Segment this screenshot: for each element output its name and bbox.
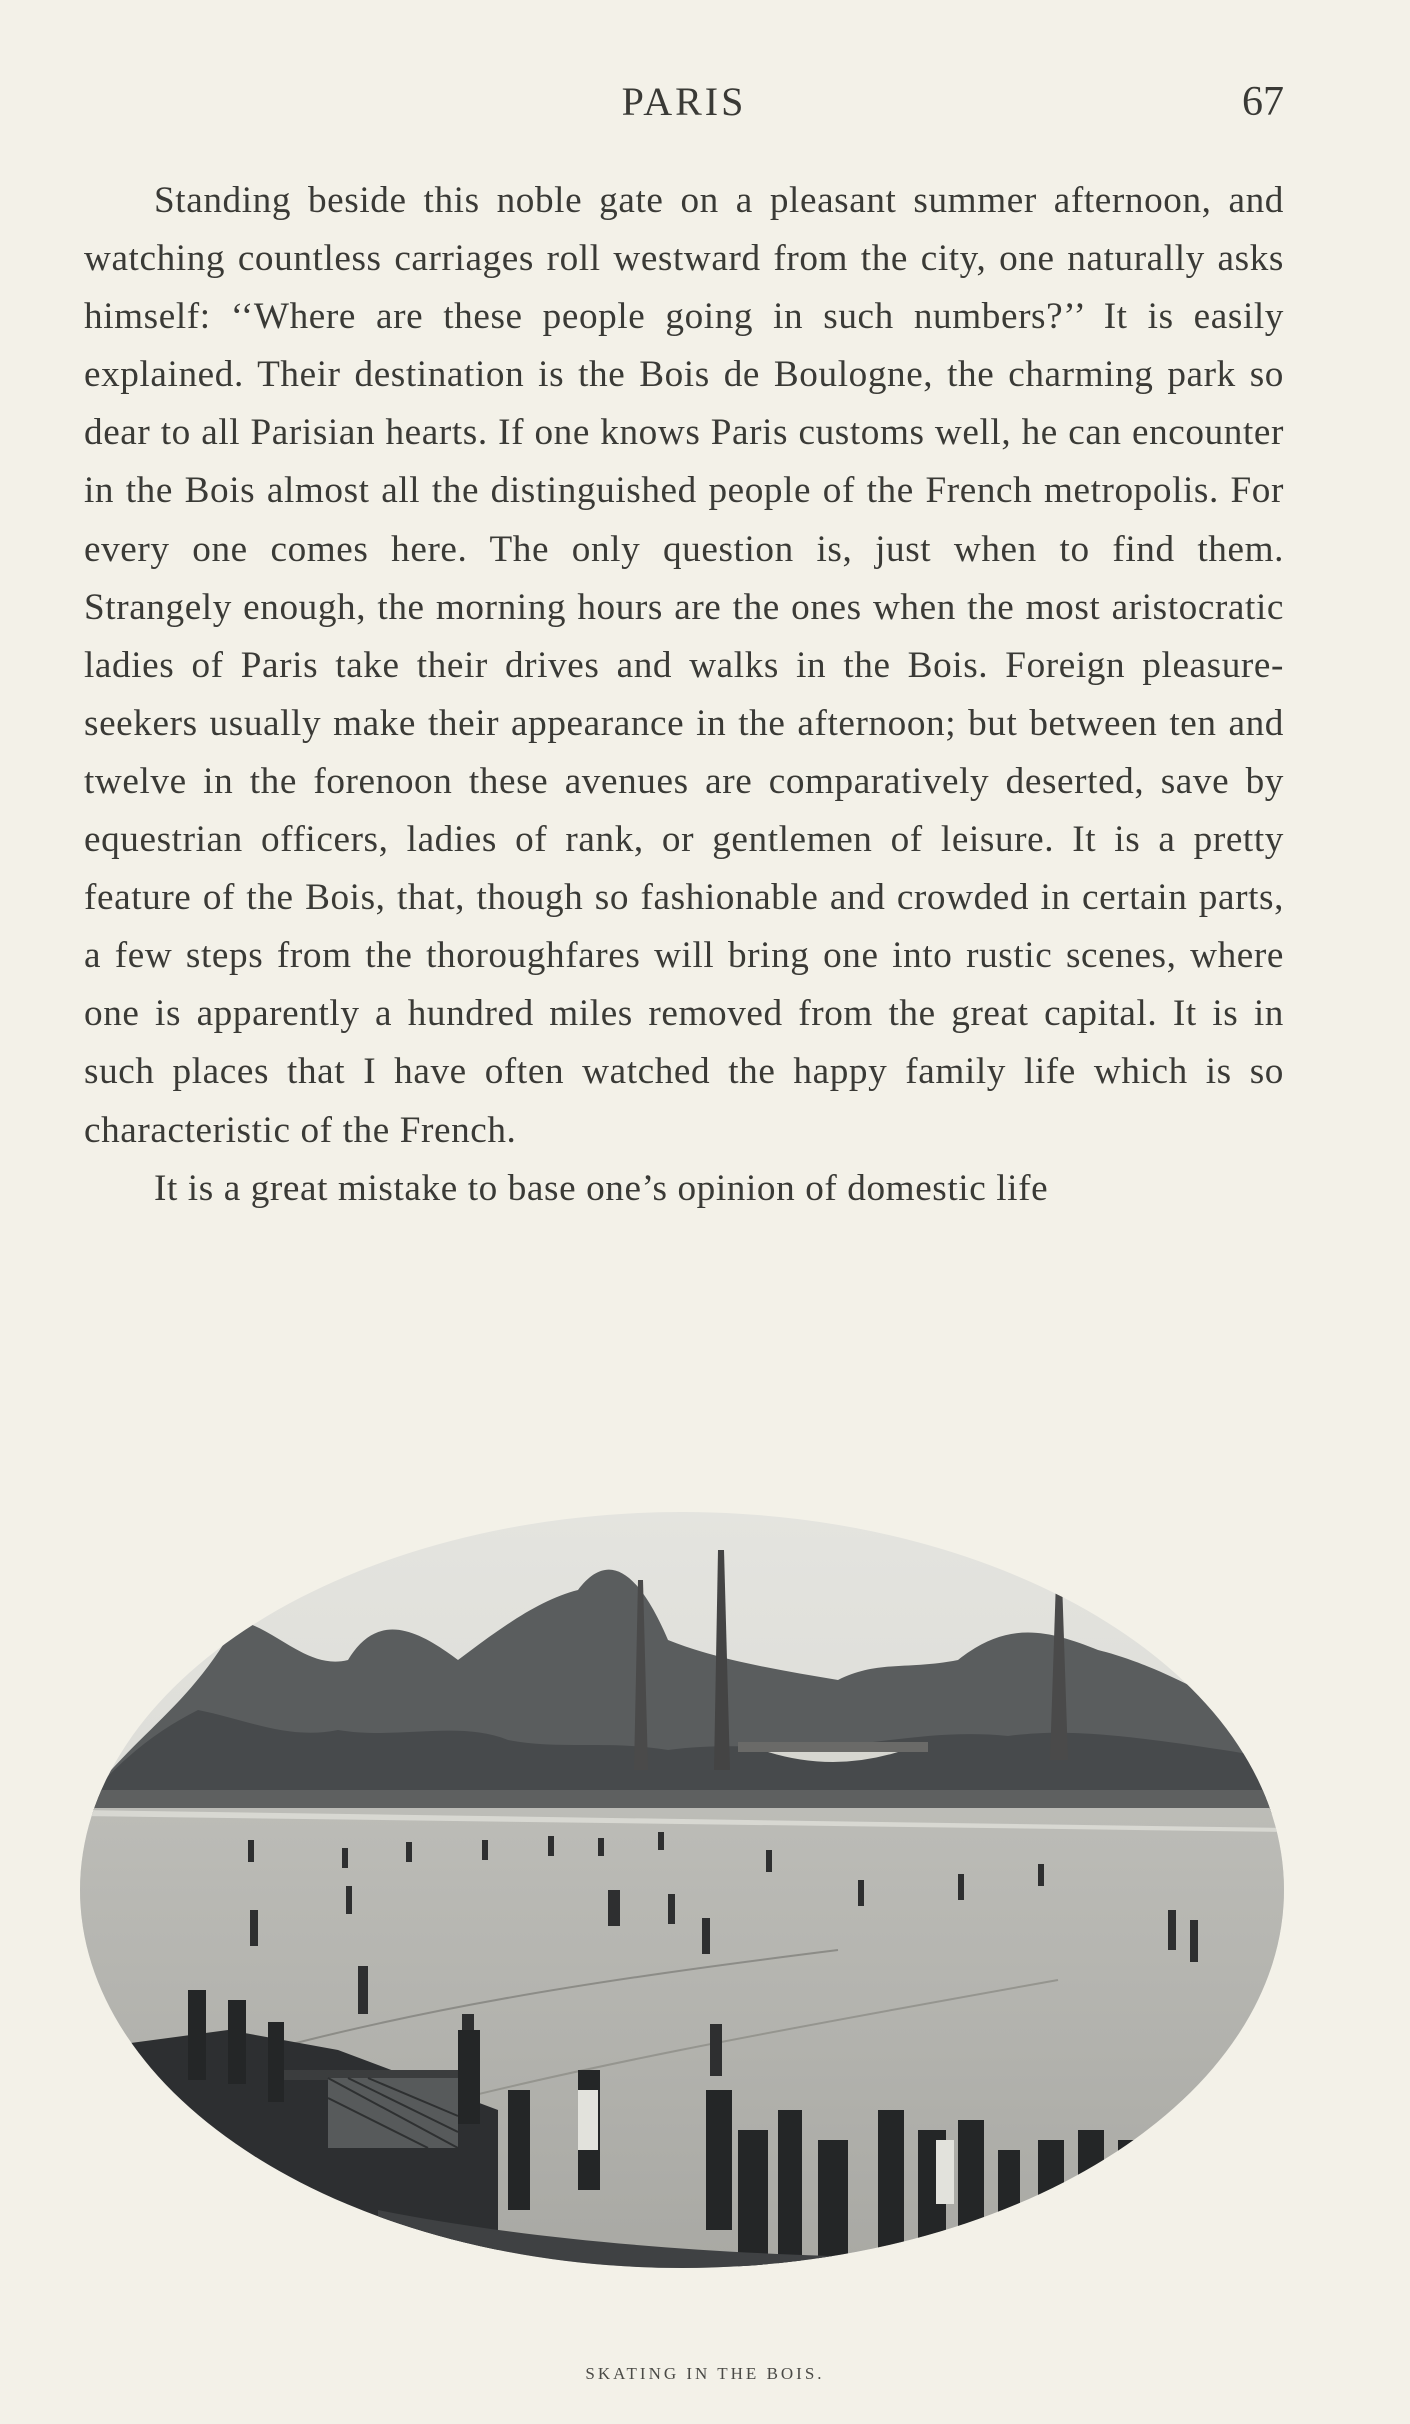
running-title: PARIS	[621, 79, 747, 124]
halftone-illustration	[78, 1510, 1286, 2330]
running-head	[84, 78, 1284, 134]
figure-caption: SKATING IN THE BOIS.	[585, 2364, 825, 2383]
body-text	[84, 172, 1284, 1218]
page-number: 67	[1242, 79, 1284, 125]
skating-scene-picture	[78, 1510, 1286, 2330]
paragraph: Standing beside this noble gate on a pleasant summer afternoon, and watching countless carriages roll westward from the city, one naturally asks himself: ‘‘Where are these people going in such numbers?’’ It is easily explained. Their destination is the Bois de Boulogne, the charming park so dear to all Parisian hearts. If one knows Paris customs well, he can encounter in the Bois almost all the distinguished people of the French metropolis. For every one comes here. The only question is, just when to find them. Strangely enough, the morning hours are the ones when the most aristocratic ladies of Paris take their drives and walks in the Bois. Foreign pleasure-seekers usually make their appearance in the afternoon; but between ten and twelve in the forenoon these avenues are comparatively deserted, save by equestrian officers, ladies of rank, or gentlemen of leisure. It is a pretty feature of the Bois, that, though so fashionable and crowded in certain parts, a few steps from the thoroughfares will bring one into rustic scenes, where one is apparently a hundred miles removed from the great capital. It is in such places that I have often watched the happy family life which is so characteristic of the French.	[84, 180, 1284, 1151]
paragraph: It is a great mistake to base one’s opinion of domestic life	[154, 1167, 1049, 1209]
